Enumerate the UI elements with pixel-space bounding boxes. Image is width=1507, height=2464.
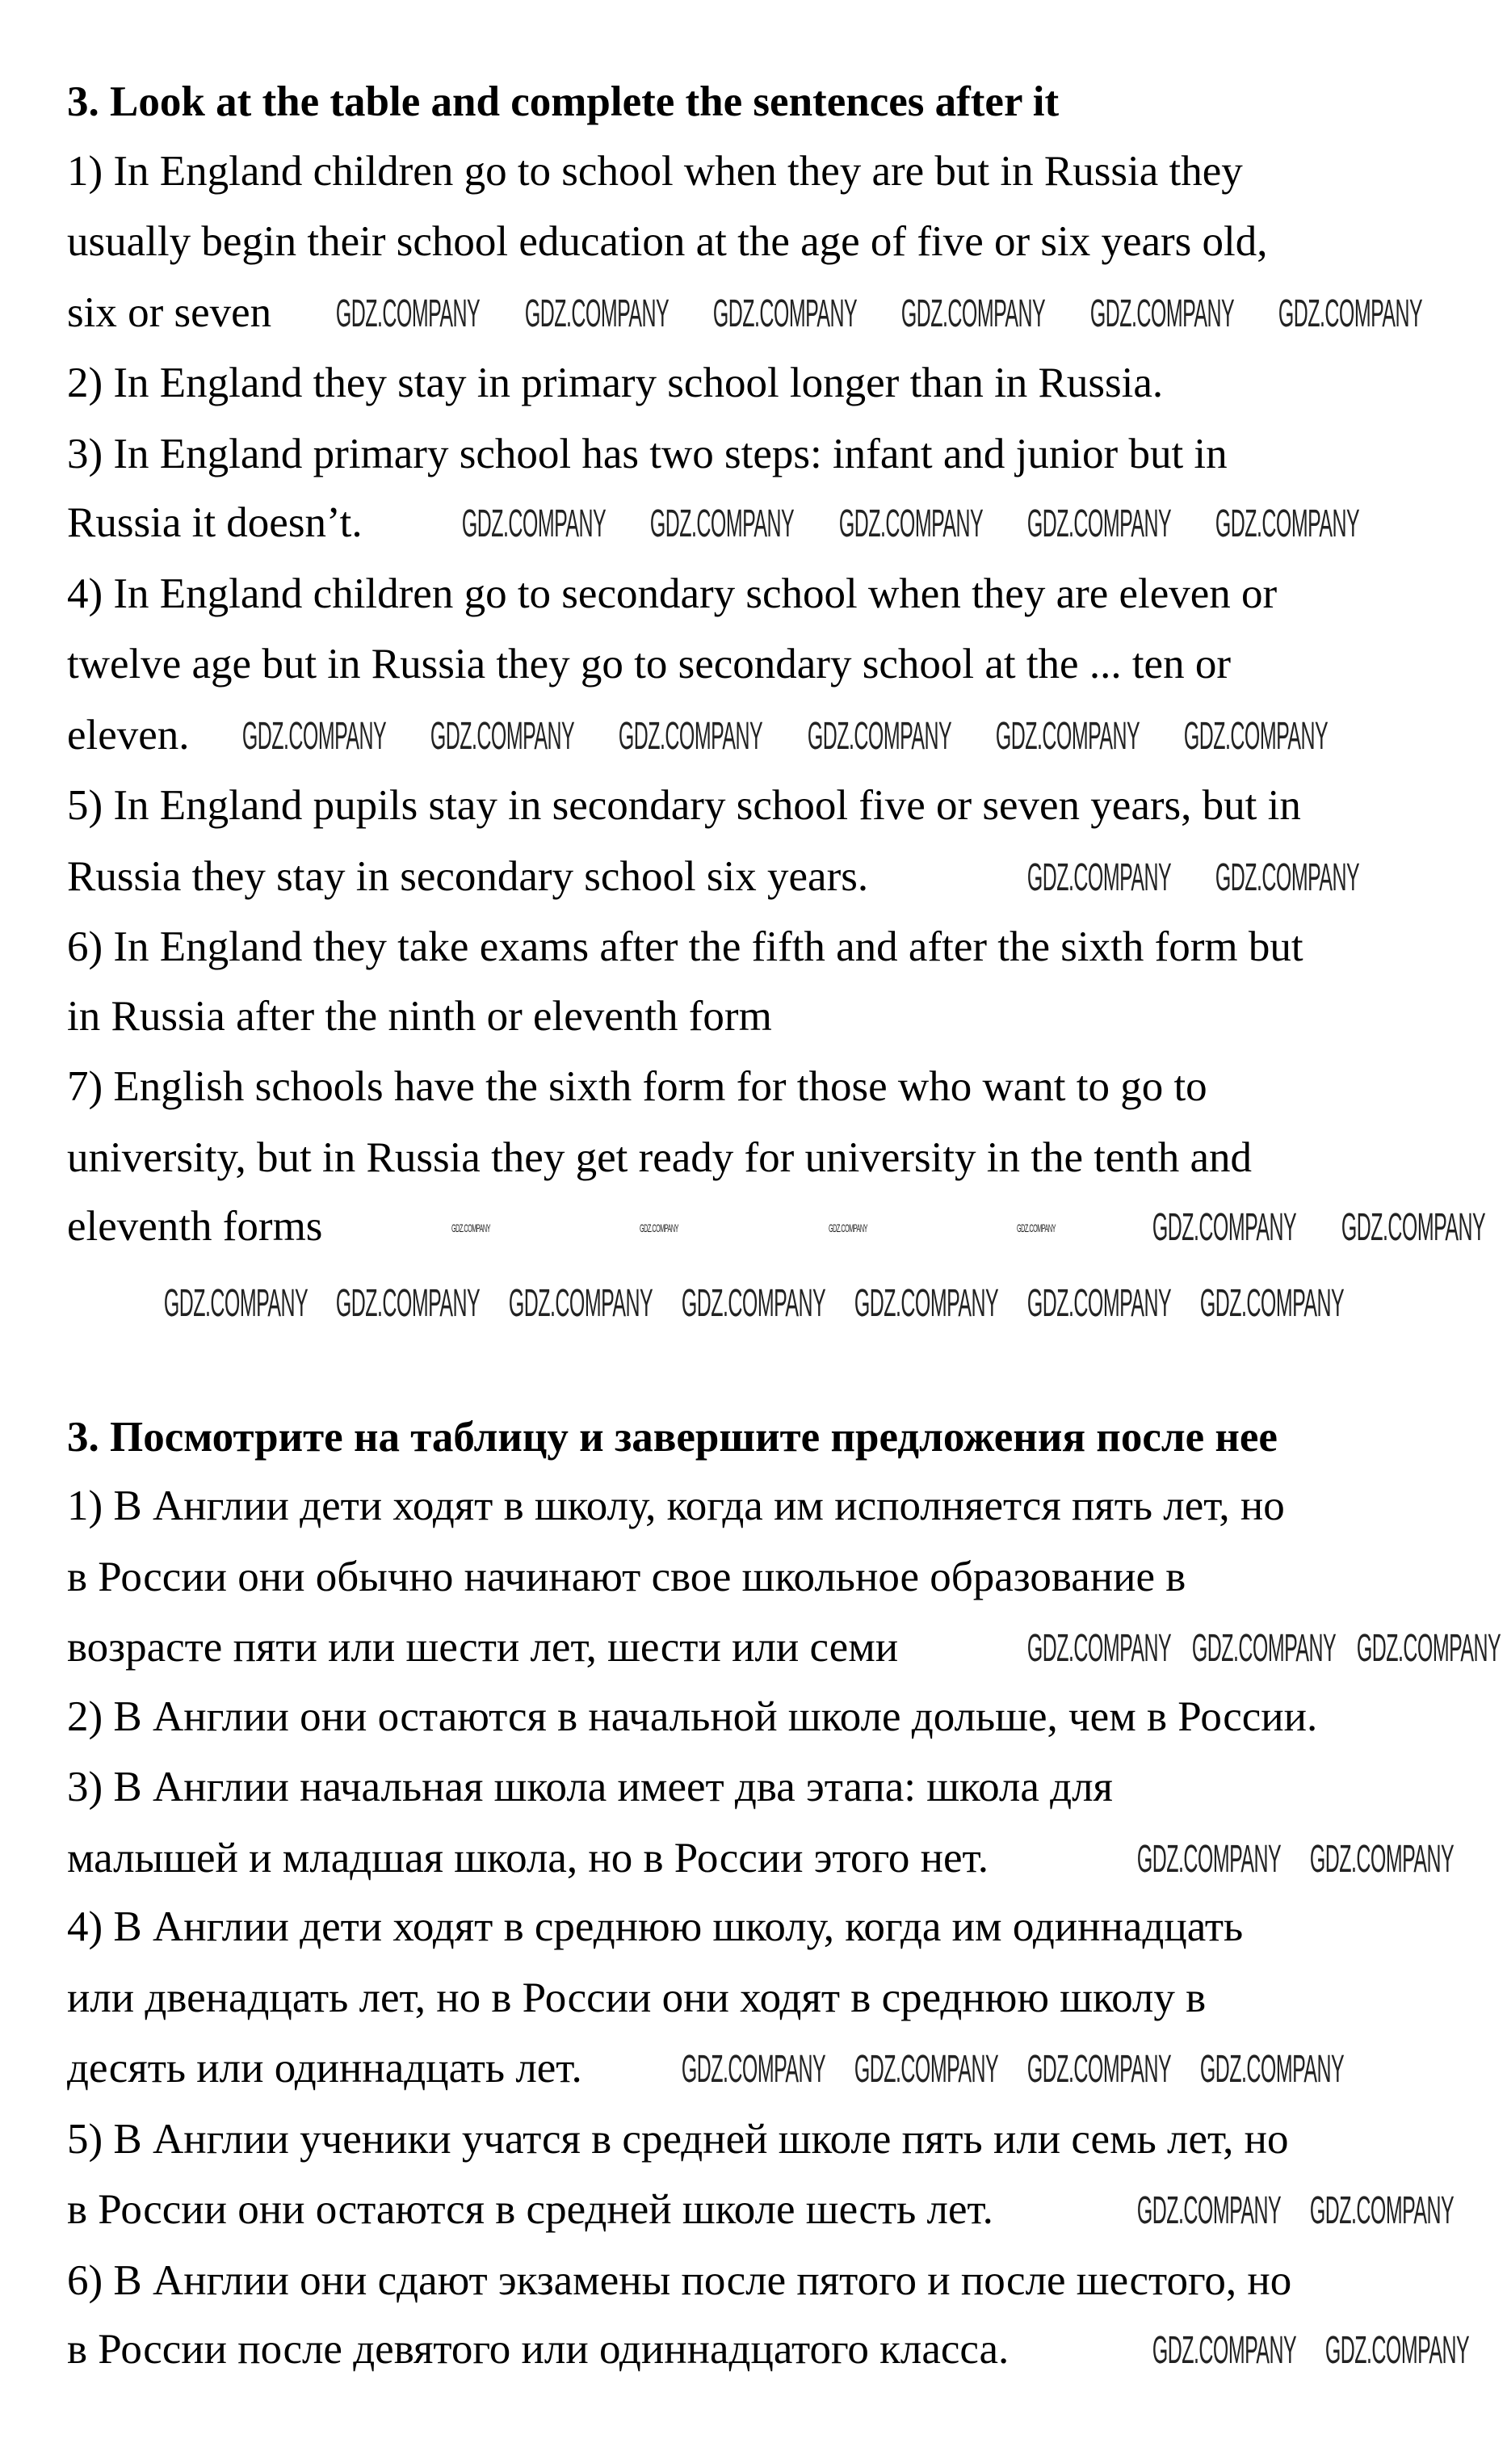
watermark: GDZ.COMPANY — [1278, 292, 1423, 335]
watermark: GDZ.COMPANY — [1017, 1221, 1056, 1234]
english-sentence-line: 3) In England primary school has two steps: infant and junior but in — [67, 431, 1228, 477]
watermark: GDZ.COMPANY — [1309, 2189, 1455, 2232]
watermark: GDZ.COMPANY — [451, 1221, 490, 1234]
english-sentence-line: 5) In England pupils stay in secondary school five or seven years, but in — [67, 782, 1301, 829]
russian-sentence-line: 6) В Англии они сдают экзамены после пятого и после шестого, но — [67, 2257, 1292, 2304]
watermark: GDZ.COMPANY — [1356, 1627, 1501, 1670]
watermark: GDZ.COMPANY — [524, 292, 670, 335]
watermark: GDZ.COMPANY — [1215, 856, 1360, 899]
watermark: GDZ.COMPANY — [854, 1282, 999, 1325]
russian-task-title: 3. Посмотрите на таблицу и завершите предложения после нее — [67, 1414, 1278, 1461]
russian-sentence-line: в России они остаются в средней школе шесть лет. — [67, 2186, 993, 2233]
watermark: GDZ.COMPANY — [829, 1221, 867, 1234]
watermark: GDZ.COMPANY — [900, 292, 1046, 335]
english-sentence-line: twelve age but in Russia they go to secondary school at the ... ten or — [67, 641, 1231, 687]
english-sentence-line: usually begin their school education at the age of five or six years old, — [67, 218, 1268, 265]
english-sentence-line: 1) In England children go to school when they are but in Russia they — [67, 148, 1243, 195]
watermark: GDZ.COMPANY — [1026, 502, 1172, 545]
watermark: GDZ.COMPANY — [508, 1282, 653, 1325]
watermark: GDZ.COMPANY — [1183, 715, 1329, 758]
watermark: GDZ.COMPANY — [241, 715, 387, 758]
watermark: GDZ.COMPANY — [430, 715, 575, 758]
russian-sentence-line: 4) В Англии дети ходят в среднюю школу, когда им одиннадцать — [67, 1903, 1244, 1950]
english-sentence-line: Russia it doesn’t. — [67, 499, 363, 546]
english-sentence-line: six or seven — [67, 289, 272, 336]
english-sentence-line: university, but in Russia they get ready for university in the tenth and — [67, 1134, 1253, 1181]
watermark: GDZ.COMPANY — [681, 1282, 826, 1325]
watermark: GDZ.COMPANY — [640, 1221, 678, 1234]
watermark: GDZ.COMPANY — [995, 715, 1140, 758]
english-sentence-line: 6) In England they take exams after the fifth and after the sixth form but — [67, 923, 1303, 970]
watermark: GDZ.COMPANY — [1026, 1627, 1172, 1670]
watermark: GDZ.COMPANY — [807, 715, 952, 758]
watermark: GDZ.COMPANY — [618, 715, 763, 758]
watermark: GDZ.COMPANY — [838, 502, 984, 545]
watermark: GDZ.COMPANY — [1152, 1206, 1297, 1249]
watermark: GDZ.COMPANY — [1152, 2329, 1297, 2372]
english-sentence-line: 7) English schools have the sixth form for those who want to go to — [67, 1063, 1207, 1110]
watermark: GDZ.COMPANY — [681, 2048, 826, 2091]
watermark: GDZ.COMPANY — [1026, 1282, 1172, 1325]
watermark: GDZ.COMPANY — [1199, 1282, 1345, 1325]
english-sentence-line: eleventh forms — [67, 1203, 323, 1250]
russian-sentence-line: или двенадцать лет, но в России они ходят в среднюю школу в — [67, 1974, 1207, 2021]
watermark: GDZ.COMPANY — [1215, 502, 1360, 545]
watermark: GDZ.COMPANY — [1309, 1838, 1455, 1881]
watermark: GDZ.COMPANY — [1026, 2048, 1172, 2091]
watermark: GDZ.COMPANY — [1136, 2189, 1282, 2232]
english-sentence-line: 4) In England children go to secondary school when they are eleven or — [67, 570, 1278, 617]
english-task-title: 3. Look at the table and complete the sentences after it — [67, 78, 1060, 125]
english-sentence-line: 2) In England they stay in primary school longer than in Russia. — [67, 360, 1164, 406]
watermark: GDZ.COMPANY — [1089, 292, 1235, 335]
watermark: GDZ.COMPANY — [854, 2048, 999, 2091]
russian-sentence-line: 5) В Англии ученики учатся в средней школе пять или семь лет, но — [67, 2116, 1289, 2163]
russian-sentence-line: 1) В Англии дети ходят в школу, когда им исполняется пять лет, но — [67, 1482, 1285, 1529]
watermark: GDZ.COMPANY — [1199, 2048, 1345, 2091]
watermark: GDZ.COMPANY — [1191, 1627, 1337, 1670]
russian-sentence-line: в России после девятого или одиннадцатого класса. — [67, 2326, 1010, 2373]
watermark: GDZ.COMPANY — [1136, 1838, 1282, 1881]
russian-sentence-line: в России они обычно начинают свое школьное образование в — [67, 1554, 1186, 1600]
watermark: GDZ.COMPANY — [461, 502, 607, 545]
russian-sentence-line: возрасте пяти или шести лет, шести или семи — [67, 1624, 899, 1671]
watermark: GDZ.COMPANY — [335, 292, 481, 335]
watermark: GDZ.COMPANY — [649, 502, 795, 545]
russian-sentence-line: 2) В Англии они остаются в начальной школе дольше, чем в России. — [67, 1693, 1318, 1740]
watermark: GDZ.COMPANY — [1324, 2329, 1470, 2372]
russian-sentence-line: 3) В Англии начальная школа имеет два этапа: школа для — [67, 1764, 1113, 1810]
russian-sentence-line: десять или одиннадцать лет. — [67, 2045, 582, 2092]
english-sentence-line: eleven. — [67, 712, 190, 759]
watermark: GDZ.COMPANY — [163, 1282, 309, 1325]
watermark: GDZ.COMPANY — [712, 292, 858, 335]
english-sentence-line: in Russia after the ninth or eleventh form — [67, 993, 772, 1040]
english-sentence-line: Russia they stay in secondary school six years. — [67, 853, 869, 900]
watermark: GDZ.COMPANY — [335, 1282, 481, 1325]
watermark: GDZ.COMPANY — [1341, 1206, 1486, 1249]
russian-sentence-line: малышей и младшая школа, но в России этого нет. — [67, 1835, 989, 1882]
watermark: GDZ.COMPANY — [1026, 856, 1172, 899]
